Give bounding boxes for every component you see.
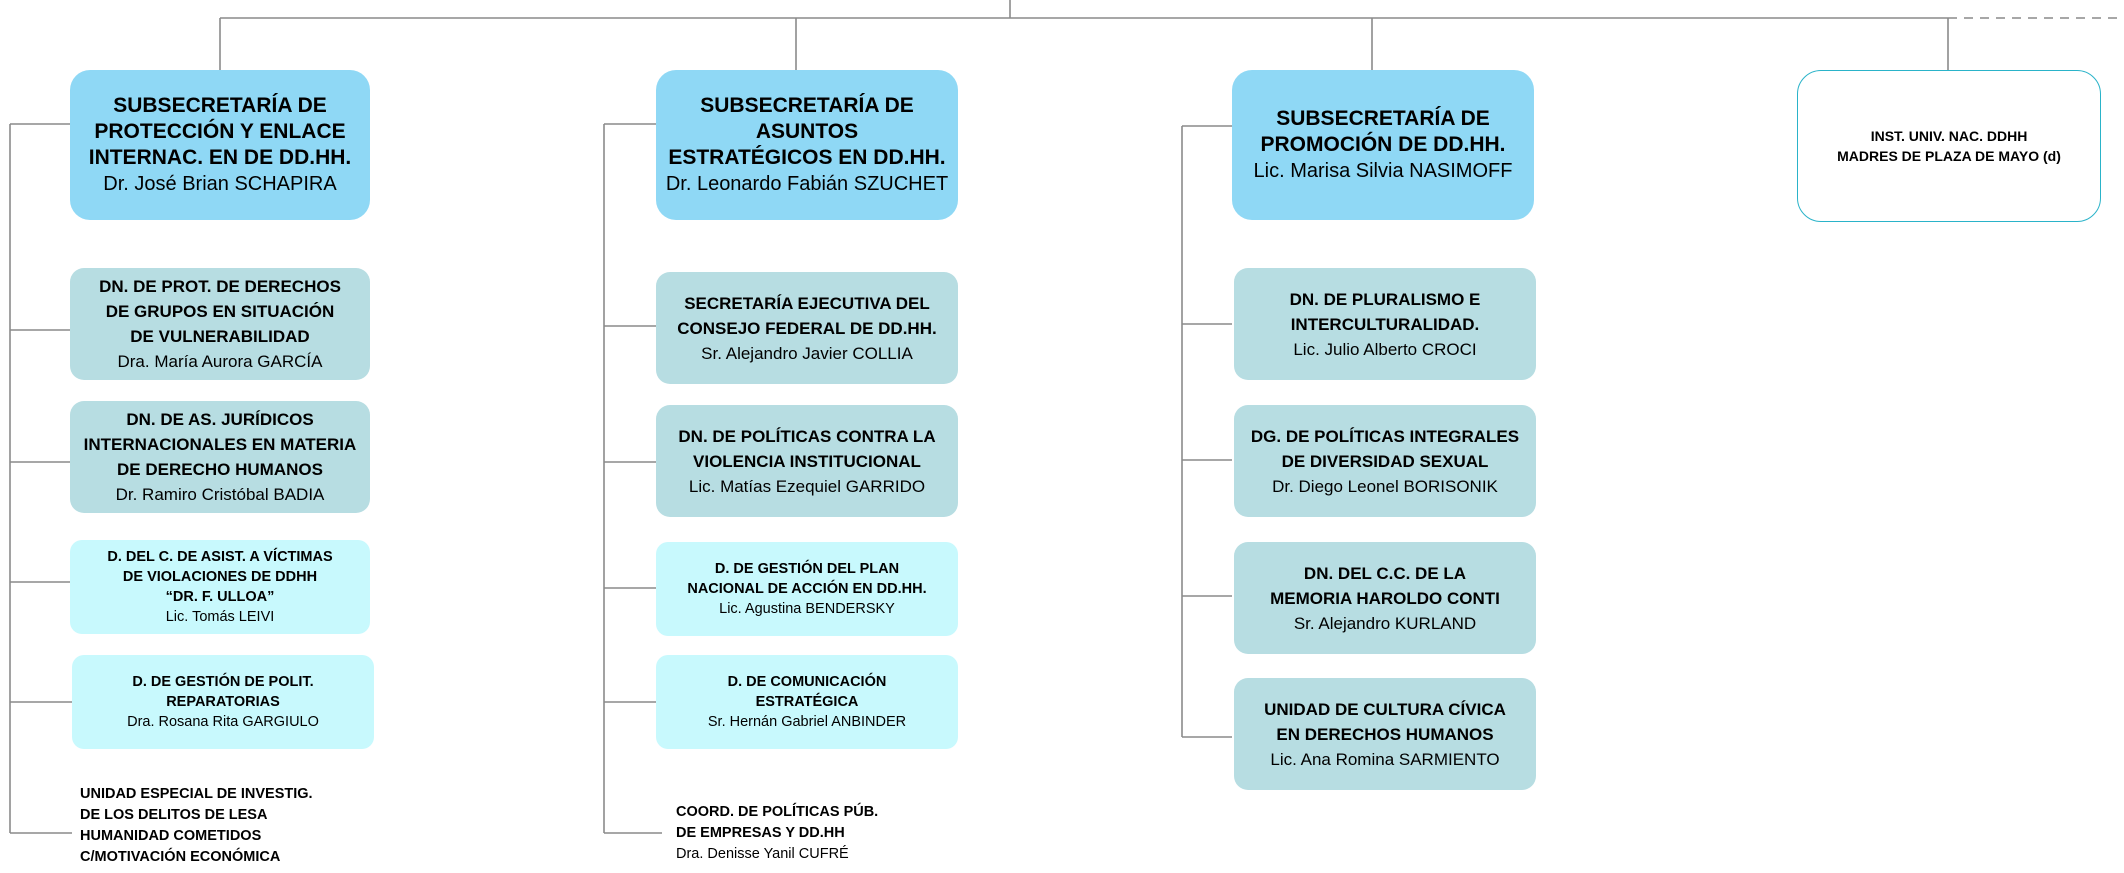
unit-title: DN. DEL C.C. DE LA MEMORIA HAROLDO CONTI xyxy=(1270,563,1500,608)
unit-title: DN. DE PLURALISMO E INTERCULTURALIDAD. xyxy=(1289,289,1481,334)
unit-title: COORD. DE POLÍTICAS PÚB. DE EMPRESAS Y DD.HH xyxy=(676,804,879,841)
col3-unit-2 xyxy=(1234,405,1536,517)
col1-unit-4 xyxy=(72,655,374,749)
col2-unit-3 xyxy=(656,542,958,636)
subsecretaria-title: SUBSECRETARÍA DE ASUNTOS ESTRATÉGICOS EN DD.HH. xyxy=(668,94,946,169)
subsecretaria-asuntos-box xyxy=(656,70,958,220)
unit-head: Dr. Diego Leonel BORISONIK xyxy=(1272,476,1498,496)
col1-unit-2 xyxy=(70,401,370,513)
unit-head: Dra. Denisse Yanil CUFRÉ xyxy=(676,846,849,862)
subsecretaria-promocion-box xyxy=(1232,70,1534,220)
instituto-title: INST. UNIV. NAC. DDHH MADRES DE PLAZA DE MAYO (d) xyxy=(1837,128,2061,164)
unit-title: D. DEL C. DE ASIST. A VÍCTIMAS DE VIOLACIONES DE DDHH “DR. F. ULLOA” xyxy=(107,549,333,605)
subsecretaria-head: Dr. Leonardo Fabián SZUCHET xyxy=(665,173,949,195)
col1-unit-3 xyxy=(70,540,370,634)
unit-head: Sr. Hernán Gabriel ANBINDER xyxy=(707,714,907,730)
unit-head: Dra. María Aurora GARCÍA xyxy=(117,352,323,371)
unit-title: DN. DE AS. JURÍDICOS INTERNACIONALES EN MATERIA DE DERECHO HUMANOS xyxy=(83,410,357,479)
col2-unit-1 xyxy=(656,272,958,384)
col3-unit-1 xyxy=(1234,268,1536,380)
unit-title: D. DE GESTIÓN DEL PLAN NACIONAL DE ACCIÓN EN DD.HH. xyxy=(687,561,927,597)
unit-title: DN. DE PROT. DE DERECHOS DE GRUPOS EN SITUACIÓN DE VULNERABILIDAD xyxy=(99,277,341,346)
unit-head: Lic. Agustina BENDERSKY xyxy=(719,601,895,617)
unit-head: Lic. Matías Ezequiel GARRIDO xyxy=(688,476,926,496)
subsecretaria-head: Dr. José Brian SCHAPIRA xyxy=(103,173,337,195)
unit-head: Lic. Ana Romina SARMIENTO xyxy=(1270,749,1500,769)
unit-head: Lic. Julio Alberto CROCI xyxy=(1293,339,1477,359)
unit-head: Dra. Rosana Rita GARGIULO xyxy=(127,714,319,730)
col2-unit-2 xyxy=(656,405,958,517)
col1-unit-1 xyxy=(70,268,370,380)
subsecretaria-title: SUBSECRETARÍA DE PROTECCIÓN Y ENLACE INTERNAC. EN DE DD.HH. xyxy=(88,94,352,169)
unit-head: Sr. Alejandro KURLAND xyxy=(1293,613,1477,633)
subsecretaria-title: SUBSECRETARÍA DE PROMOCIÓN DE DD.HH. xyxy=(1260,107,1506,156)
col3-unit-4 xyxy=(1234,678,1536,790)
unit-head: Sr. Alejandro Javier COLLIA xyxy=(701,343,913,363)
unit-head: Dr. Ramiro Cristóbal BADIA xyxy=(115,485,325,504)
unit-title: DN. DE POLÍTICAS CONTRA LA VIOLENCIA INSTITUCIONAL xyxy=(678,426,936,471)
unit-title: UNIDAD ESPECIAL DE INVESTIG. DE LOS DELITOS DE LESA HUMANIDAD COMETIDOS C/MOTIVACIÓN ECONÓMICA xyxy=(80,786,313,865)
unit-title: UNIDAD DE CULTURA CÍVICA EN DERECHOS HUMANOS xyxy=(1264,699,1506,744)
subsecretaria-head: Lic. Marisa Silvia NASIMOFF xyxy=(1253,160,1513,182)
instituto-box xyxy=(1797,70,2101,222)
col3-unit-3 xyxy=(1234,542,1536,654)
unit-head: Lic. Tomás LEIVI xyxy=(165,609,275,625)
col2-unit-4 xyxy=(656,655,958,749)
unit-title: SECRETARÍA EJECUTIVA DEL CONSEJO FEDERAL DE DD.HH. xyxy=(677,293,937,338)
unit-title: D. DE COMUNICACIÓN ESTRATÉGICA xyxy=(727,674,887,710)
subsecretaria-proteccion-box xyxy=(70,70,370,220)
col1-unit-5 xyxy=(80,784,380,873)
unit-title: DG. DE POLÍTICAS INTEGRALES DE DIVERSIDAD SEXUAL xyxy=(1250,426,1520,471)
col2-unit-5 xyxy=(676,802,976,873)
unit-title: D. DE GESTIÓN DE POLIT. REPARATORIAS xyxy=(132,674,314,710)
